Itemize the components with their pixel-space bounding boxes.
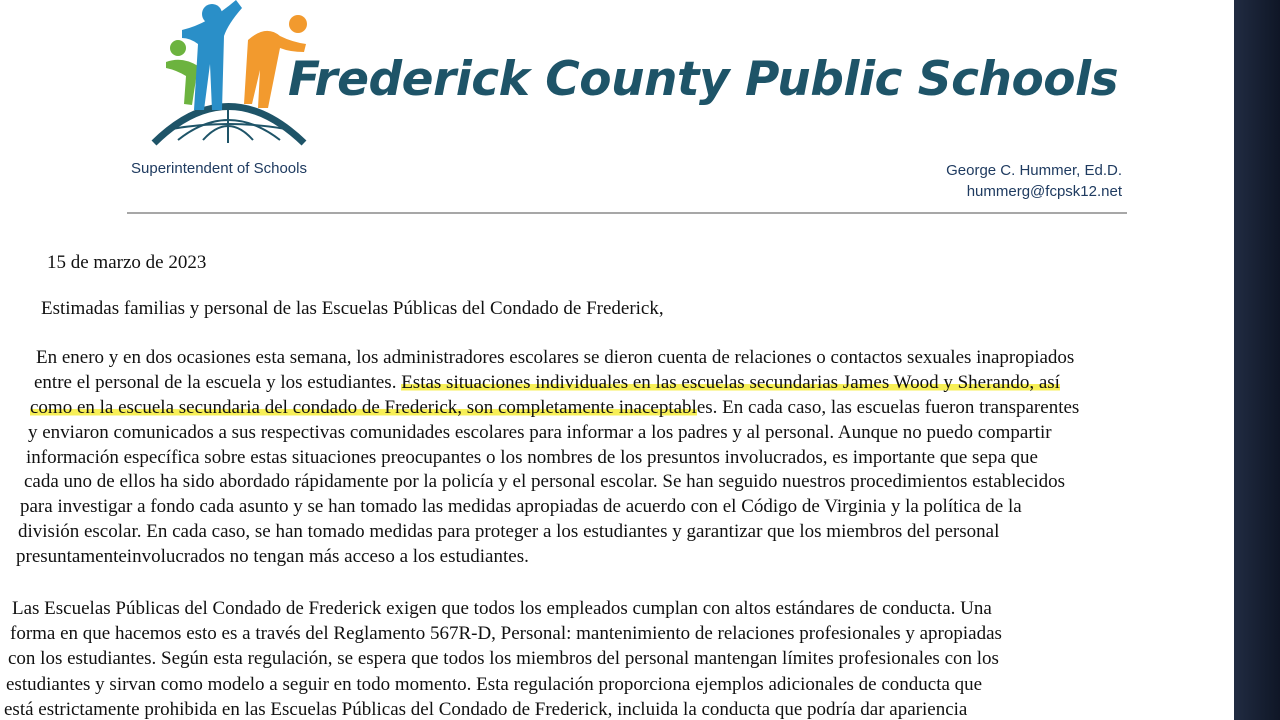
highlighted-text: Estas situaciones individuales en las escuelas secundarias James Wood y Sherando, así <box>401 372 1060 393</box>
paragraph1-line: información específica sobre estas situaciones preocupantes o los nombres de los presuntos involucrados, es importante que sepa que <box>26 447 1038 468</box>
paragraph1-line: división escolar. En cada caso, se han tomado medidas para proteger a los estudiantes y garantizar que los miembros del personal <box>18 521 1000 542</box>
superintendent-contact <box>946 160 1122 202</box>
paragraph1-line <box>34 371 1060 395</box>
letter-salutation: Estimadas familias y personal de las Escuelas Públicas del Condado de Frederick, <box>41 298 664 319</box>
paragraph1-line: para investigar a fondo cada asunto y se han tomado las medidas apropiadas de acuerdo con el Código de Virginia y la política de la <box>20 496 1022 517</box>
paragraph1-line: cada uno de ellos ha sido abordado rápidamente por la policía y el personal escolar. Se han seguido nuestros procedimientos establecidos <box>24 471 1065 492</box>
org-name: Frederick County Public Schools <box>288 52 1119 107</box>
paragraph2-line: estudiantes y sirvan como modelo a seguir en todo momento. Esta regulación proporciona ejemplos adicionales de conducta que <box>6 674 983 695</box>
paragraph2-line: forma en que hacemos esto es a través del Reglamento 567R-D, Personal: mantenimiento de relaciones profesionales y apropiadas <box>10 623 1002 644</box>
letter-date: 15 de marzo de 2023 <box>47 252 207 273</box>
paragraph2-line: está estrictamente prohibida en las Escuelas Públicas del Condado de Frederick, incluida la conducta que podría dar apariencia <box>4 699 968 720</box>
paragraph1-line <box>30 396 1079 420</box>
office-title: Superintendent of Schools <box>131 160 307 177</box>
paragraph1-text: es. En cada caso, las escuelas fueron transparentes <box>696 397 1080 418</box>
paragraph1-line: presuntamenteinvolucrados no tengan más acceso a los estudiantes. <box>16 546 529 567</box>
paragraph2-line: con los estudiantes. Según esta regulación, se espera que todos los miembros del personal mantengan límites profesionales con los <box>8 648 999 669</box>
paragraph1-text: entre el personal de la escuela y los estudiantes. <box>34 372 402 393</box>
superintendent-name: George C. Hummer, Ed.D. <box>946 162 1122 179</box>
superintendent-email: hummerg@fcpsk12.net <box>966 183 1122 200</box>
highlighted-text: como en la escuela secundaria del condado de Frederick, son completamente inaceptabl <box>30 397 697 418</box>
paragraph1-line: y enviaron comunicados a sus respectivas comunidades escolares para informar a los padres y al personal. Aunque no puedo compartir <box>28 422 1052 443</box>
fcps-logo <box>148 0 308 148</box>
paragraph1-line: En enero y en dos ocasiones esta semana, los administradores escolares se dieron cuenta de relaciones o contactos sexuales inapropiados <box>36 347 1075 368</box>
paragraph2-line: Las Escuelas Públicas del Condado de Frederick exigen que todos los empleados cumplan con altos estándares de conducta. Una <box>12 598 992 619</box>
header-divider <box>127 212 1127 214</box>
